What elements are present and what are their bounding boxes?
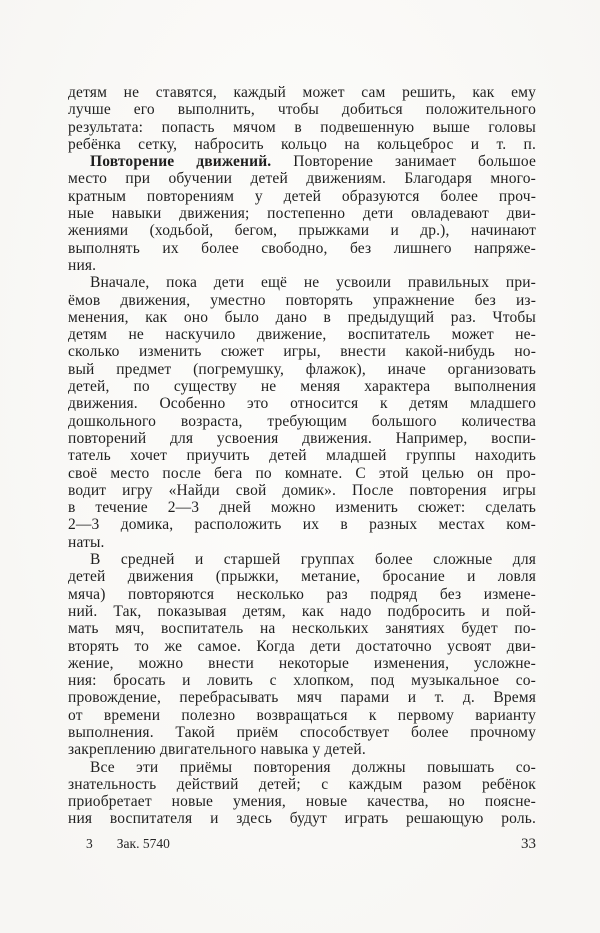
text-line: детей, по существу не меняя характера выполнения [68, 378, 536, 396]
page-number: 33 [521, 836, 536, 852]
text-line: ния. [68, 256, 97, 274]
run-in-heading: Повторение движений. [90, 153, 272, 171]
text-line: 2—3 домика, расположить их в разных местах ком- [68, 516, 536, 534]
text-line: выполнения. Такой приём способствует более прочному [68, 723, 536, 741]
text-line: сколько изменить сюжет игры, внести какой-нибудь но- [68, 343, 536, 361]
text-line: жение, можно внести некоторые изменения, усложне- [68, 654, 536, 672]
text-line: менения, как оно было дано в предыдущий раз. Чтобы [68, 308, 536, 326]
text-line: знательность действий детей; с каждым разом ребёнок [68, 775, 536, 793]
text-line: вый предмет (погремушку, флажок), иначе организовать [68, 360, 536, 378]
text-line: татель хочет приучить детей младшей группы находить [68, 447, 536, 465]
text-line: ния воспитателя и здесь будут играть решающую роль. [68, 810, 536, 828]
text-line: место при обучении детей движениям. Благодаря много- [68, 170, 536, 188]
print-order-label: Зак. 5740 [116, 836, 170, 851]
text-line: водит игру «Найди свой домик». После повторения игры [68, 481, 536, 499]
text-line: закреплению двигательного навыка у детей. [68, 741, 366, 759]
footer-left-group [68, 836, 170, 852]
text-line: ний. Так, показывая детям, как надо подбросить и пой- [68, 602, 536, 620]
text-line: В средней и старшей группах более сложные для [90, 551, 536, 569]
text-line: мать мяч, воспитатель на нескольких занятиях будет по- [68, 620, 536, 638]
signature-number: 3 [86, 836, 93, 851]
text-line: Все эти приёмы повторения должны повышать со- [90, 758, 536, 776]
text-line: выполнять их более свободно, без лишнего напряже- [68, 239, 536, 257]
text-line: ния: бросать и ловить с хлопком, под музыкальное со- [68, 672, 536, 690]
text-line: лучше его выполнить, чтобы добиться положительного [68, 101, 536, 119]
text-line: ребёнка сетку, набросить кольцо на кольцеброс и т. п. [68, 135, 536, 153]
text-line: ёмов движения, уместно повторять упражнение без из- [68, 291, 536, 309]
text-line: детям не ставятся, каждый может сам решить, как ему [68, 84, 536, 101]
text-block [68, 84, 536, 828]
text-line: приобретает новые умения, новые качества, но поясне- [68, 793, 536, 811]
text-line: вторять то же самое. Когда дети достаточно усвоят дви- [68, 637, 536, 655]
page-footer [68, 836, 536, 853]
text-line: дошкольного возраста, требующим большого количества [68, 412, 536, 430]
text-line: ные навыки движения; постепенно дети овладевают дви- [68, 205, 536, 223]
text-line: движения. Особенно это относится к детям младшего [68, 395, 536, 413]
text-line: от времени полезно возвращаться к первому варианту [68, 706, 536, 724]
text-line: детей движения (прыжки, метание, бросание и ловля [68, 568, 536, 586]
text-line: наты. [68, 533, 105, 551]
text-line: результата: попасть мячом в подвешенную выше головы [68, 118, 536, 136]
text-line: Вначале, пока дети ещё не усвоили правильных при- [90, 274, 536, 292]
text-line: своё место после бега по комнате. С этой целью он про- [68, 464, 536, 482]
text-line: кратным повторениям у детей образуются более проч- [68, 187, 536, 205]
text-line: мяча) повторяются несколько раз подряд без измене- [68, 585, 536, 603]
text-line: провождение, перебрасывать мяч парами и т. д. Время [68, 689, 536, 707]
text-line: повторений для усвоения движения. Например, воспи- [68, 429, 536, 447]
text-line: в течение 2—3 дней можно изменить сюжет: сделать [68, 499, 536, 517]
text-line: жениями (ходьбой, бегом, прыжками и др.), начинают [68, 222, 536, 240]
text-line: Повторение движений. Повторение занимает большое [90, 153, 537, 171]
text-line: детям не наскучило движение, воспитатель может не- [68, 326, 536, 344]
